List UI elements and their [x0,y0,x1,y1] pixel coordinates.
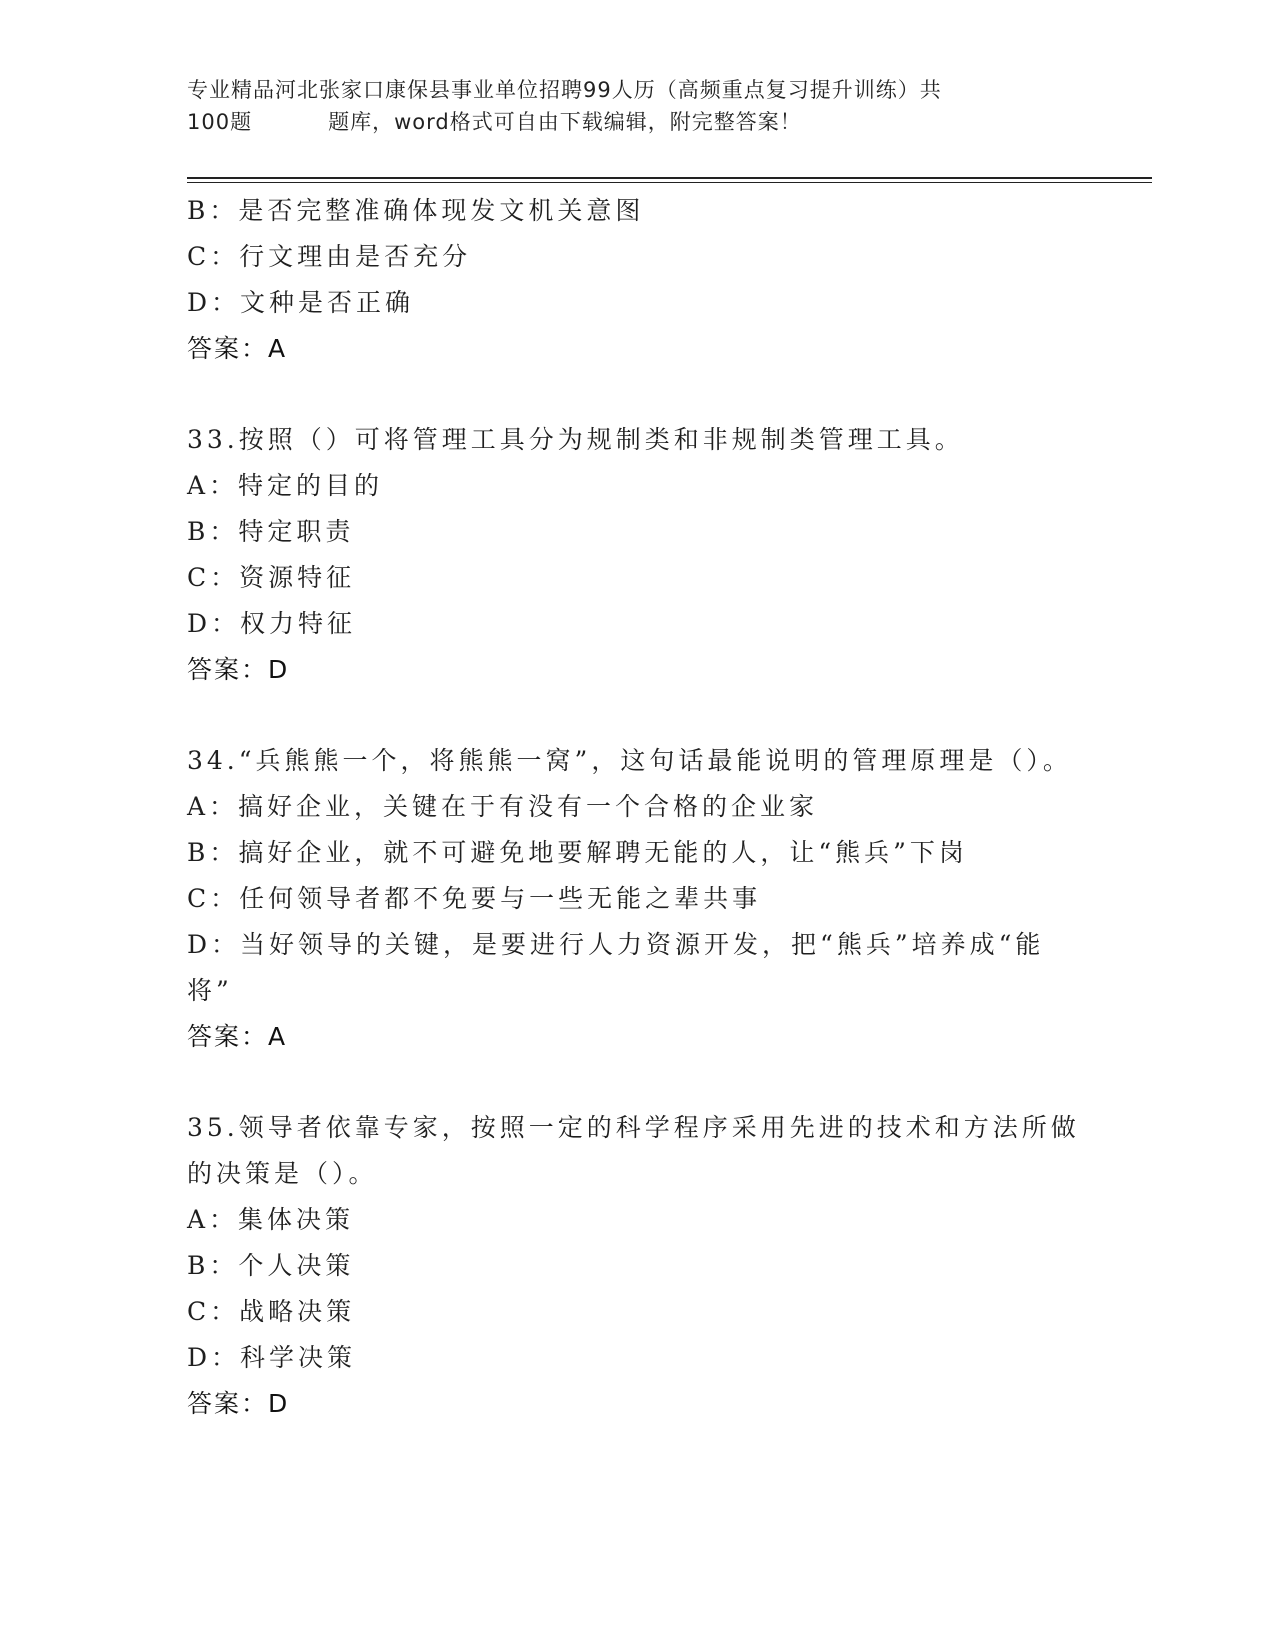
option-b: B：个人决策 [187,1251,355,1280]
option-d: D：当好领导的关键，是要进行人力资源开发，把“熊兵”培养成“能将” [187,930,1045,1005]
answer-line: 答案：D [187,655,290,684]
answer-line: 答案：D [187,1389,290,1418]
option-c: C：任何领导者都不免要与一些无能之辈共事 [187,884,762,913]
question-stem: 34.“兵熊熊一个，将熊熊一窝”，这句话最能说明的管理原理是（）。 [187,746,1072,775]
question-block-33 [187,417,1087,693]
option-d: D：权力特征 [187,609,357,638]
question-list [187,188,1087,1427]
page-header [187,74,1087,138]
option-a: A：集体决策 [187,1205,355,1234]
option-d: D：文种是否正确 [187,288,415,317]
option-b: B：是否完整准确体现发文机关意图 [187,196,645,225]
option-c: C：资源特征 [187,563,356,592]
question-stem: 35.领导者依靠专家，按照一定的科学程序采用先进的技术和方法所做的决策是（）。 [187,1113,1080,1188]
header-description: 题库，word格式可自由下载编辑，附完整答案！ [328,110,802,134]
question-stem: 33.按照（）可将管理工具分为规制类和非规制类管理工具。 [187,425,964,454]
option-c: C：战略决策 [187,1297,356,1326]
option-a: A：搞好企业，关键在于有没有一个合格的企业家 [187,792,819,821]
option-b: B：特定职责 [187,517,355,546]
question-block-35 [187,1105,1087,1427]
option-d: D：科学决策 [187,1343,357,1372]
answer-line: 答案：A [187,334,288,363]
question-block-34 [187,738,1087,1060]
header-divider-thin [187,182,1152,183]
question-block-prev [187,188,1087,372]
answer-line: 答案：A [187,1022,288,1051]
option-a: A：特定的目的 [187,471,384,500]
option-b: B：搞好企业，就不可避免地要解聘无能的人，让“熊兵”下岗 [187,838,968,867]
header-divider-thick [187,177,1152,179]
header-title-line2 [187,106,1087,138]
header-title-line1: 专业精品河北张家口康保县事业单位招聘99人历（高频重点复习提升训练）共 [187,78,942,102]
header-count: 100题 [187,110,253,134]
option-c: C：行文理由是否充分 [187,242,472,271]
